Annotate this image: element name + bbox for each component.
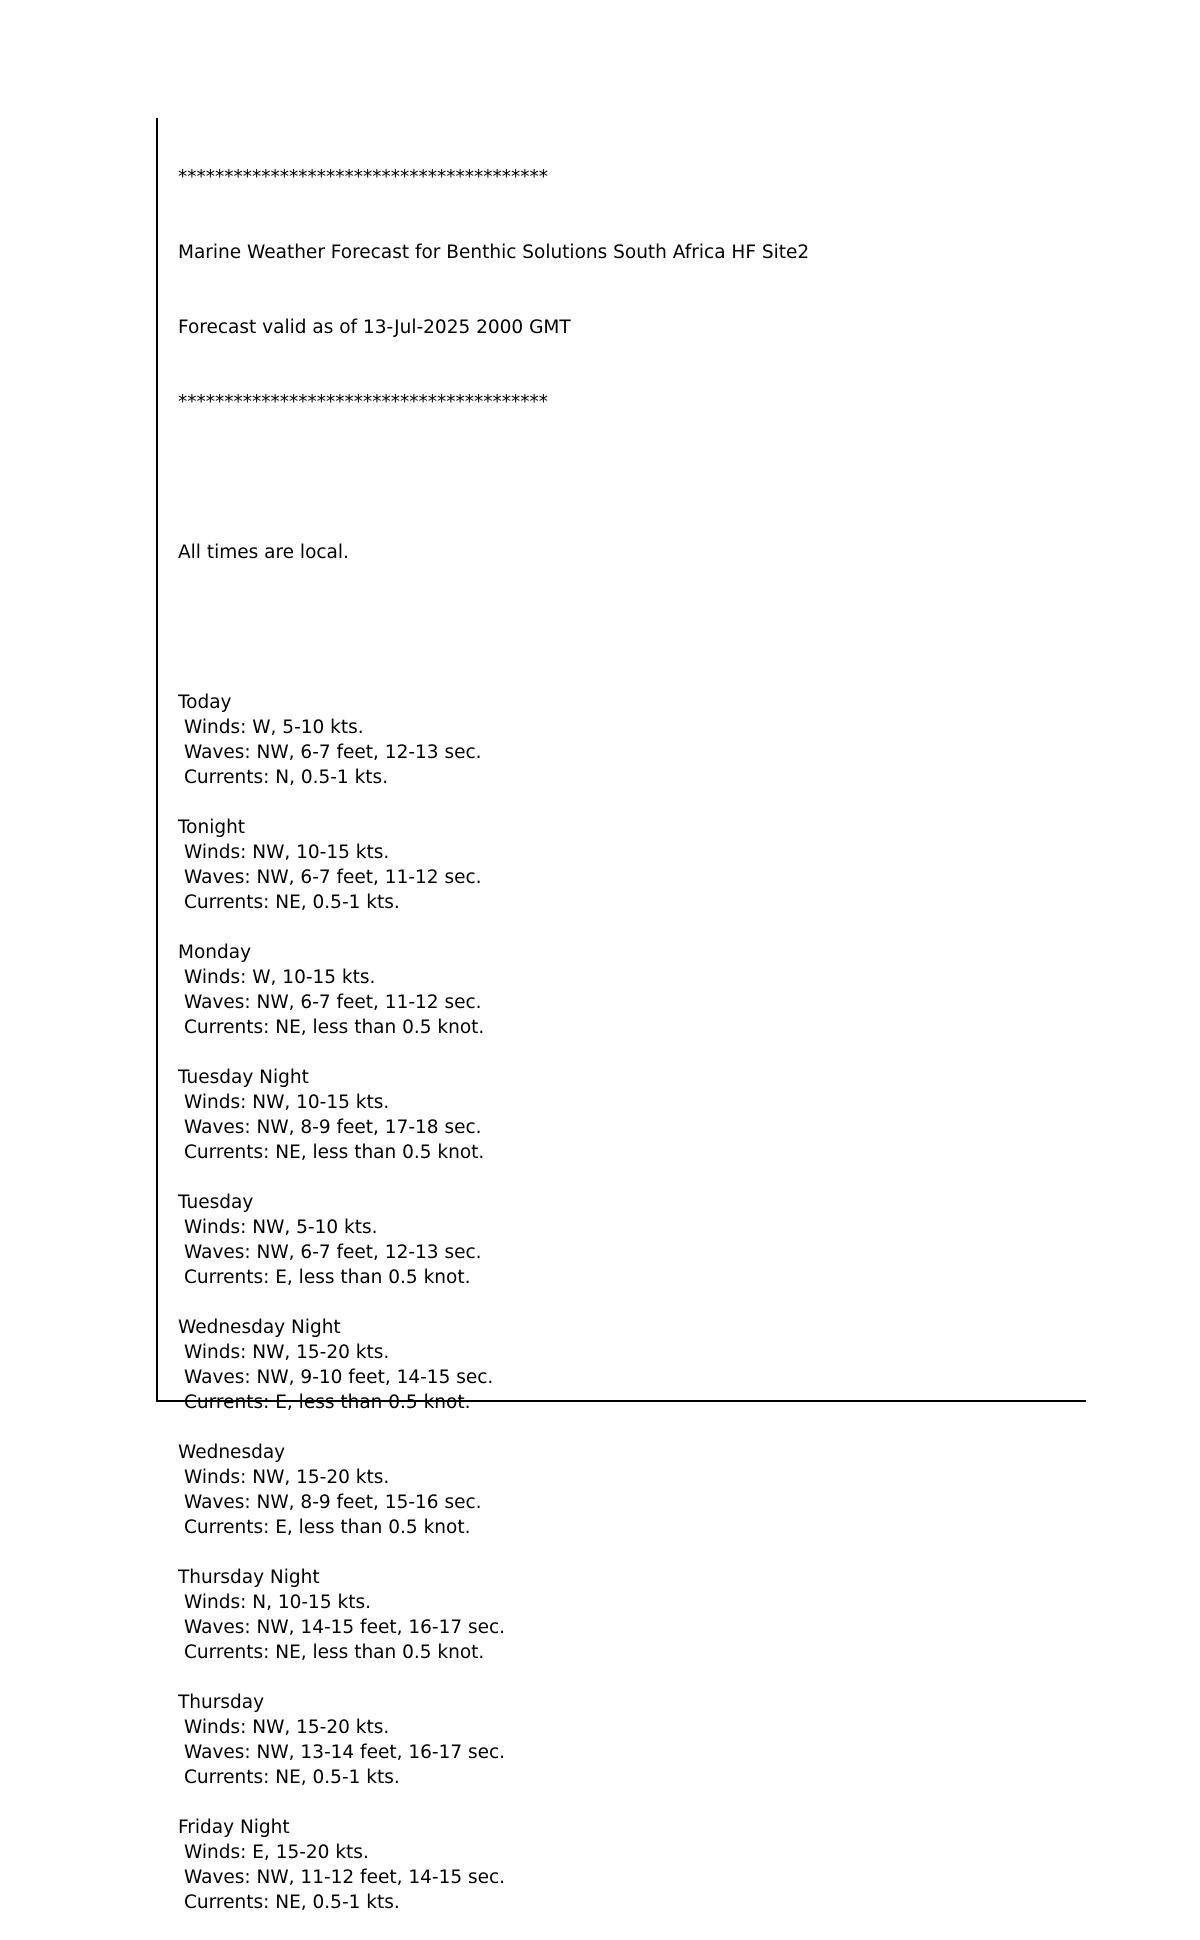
section-waves: Waves: NW, 9-10 feet, 14-15 sec. (184, 1367, 494, 1388)
section-currents: Currents: NE, less than 0.5 knot. (184, 1142, 485, 1163)
section-winds: Winds: NW, 15-20 kts. (184, 1342, 390, 1363)
section-period: Tuesday (178, 1192, 254, 1213)
section-winds: Winds: E, 15-20 kts. (184, 1842, 369, 1863)
section-winds: Winds: NW, 15-20 kts. (184, 1717, 390, 1738)
section-waves: Waves: NW, 6-7 feet, 12-13 sec. (184, 742, 482, 763)
forecast-section (178, 690, 809, 790)
section-winds: Winds: NW, 15-20 kts. (184, 1467, 390, 1488)
blank-line (178, 615, 809, 640)
section-currents: Currents: E, less than 0.5 knot. (184, 1517, 471, 1538)
section-waves: Waves: NW, 6-7 feet, 11-12 sec. (184, 992, 482, 1013)
forecast-valid-line: Forecast valid as of 13-Jul-2025 2000 GMT (178, 317, 571, 338)
blank-line (178, 1290, 809, 1315)
section-waves: Waves: NW, 8-9 feet, 15-16 sec. (184, 1492, 482, 1513)
section-waves: Waves: NW, 11-12 feet, 14-15 sec. (184, 1867, 506, 1888)
divider-bottom: **************************************** (178, 392, 548, 413)
blank-line (178, 465, 809, 490)
blank-line (178, 1415, 809, 1440)
forecast-section (178, 1815, 809, 1915)
section-period: Wednesday (178, 1442, 286, 1463)
forecast-section (178, 1690, 809, 1790)
forecast-text (178, 115, 809, 1940)
section-period: Thursday (178, 1692, 265, 1713)
divider-top: **************************************** (178, 167, 548, 188)
blank-line (178, 1540, 809, 1565)
section-currents: Currents: NE, less than 0.5 knot. (184, 1642, 485, 1663)
section-period: Wednesday Night (178, 1317, 341, 1338)
blank-line (178, 1165, 809, 1190)
forecast-section (178, 1565, 809, 1665)
section-period: Friday Night (178, 1817, 290, 1838)
section-period: Monday (178, 942, 252, 963)
section-currents: Currents: NE, 0.5-1 kts. (184, 892, 400, 913)
section-winds: Winds: NW, 10-15 kts. (184, 842, 390, 863)
blank-line (178, 1790, 809, 1815)
section-currents: Currents: NE, 0.5-1 kts. (184, 1892, 400, 1913)
section-waves: Waves: NW, 6-7 feet, 12-13 sec. (184, 1242, 482, 1263)
section-waves: Waves: NW, 14-15 feet, 16-17 sec. (184, 1617, 506, 1638)
section-currents: Currents: NE, less than 0.5 knot. (184, 1017, 485, 1038)
section-winds: Winds: W, 5-10 kts. (184, 717, 364, 738)
section-period: Today (178, 692, 232, 713)
blank-line (178, 790, 809, 815)
forecast-section (178, 1315, 809, 1415)
section-period: Thursday Night (178, 1567, 320, 1588)
blank-line (178, 1665, 809, 1690)
forecast-sections (178, 690, 809, 1915)
forecast-section (178, 1440, 809, 1540)
forecast-title: Marine Weather Forecast for Benthic Solutions South Africa HF Site2 (178, 242, 810, 263)
section-winds: Winds: NW, 10-15 kts. (184, 1092, 390, 1113)
section-period: Tuesday Night (178, 1067, 309, 1088)
section-currents: Currents: E, less than 0.5 knot. (184, 1267, 471, 1288)
forecast-section (178, 815, 809, 915)
section-currents: Currents: N, 0.5-1 kts. (184, 767, 389, 788)
blank-line (178, 1040, 809, 1065)
page-border-left (156, 118, 158, 1402)
section-waves: Waves: NW, 13-14 feet, 16-17 sec. (184, 1742, 506, 1763)
section-winds: Winds: N, 10-15 kts. (184, 1592, 371, 1613)
forecast-section (178, 1190, 809, 1290)
times-note: All times are local. (178, 542, 349, 563)
section-period: Tonight (178, 817, 246, 838)
forecast-section (178, 1065, 809, 1165)
section-currents: Currents: E, less than 0.5 knot. (184, 1392, 471, 1413)
section-waves: Waves: NW, 6-7 feet, 11-12 sec. (184, 867, 482, 888)
section-winds: Winds: NW, 5-10 kts. (184, 1217, 378, 1238)
section-currents: Currents: NE, 0.5-1 kts. (184, 1767, 400, 1788)
section-winds: Winds: W, 10-15 kts. (184, 967, 376, 988)
blank-line (178, 915, 809, 940)
section-waves: Waves: NW, 8-9 feet, 17-18 sec. (184, 1117, 482, 1138)
forecast-section (178, 940, 809, 1040)
